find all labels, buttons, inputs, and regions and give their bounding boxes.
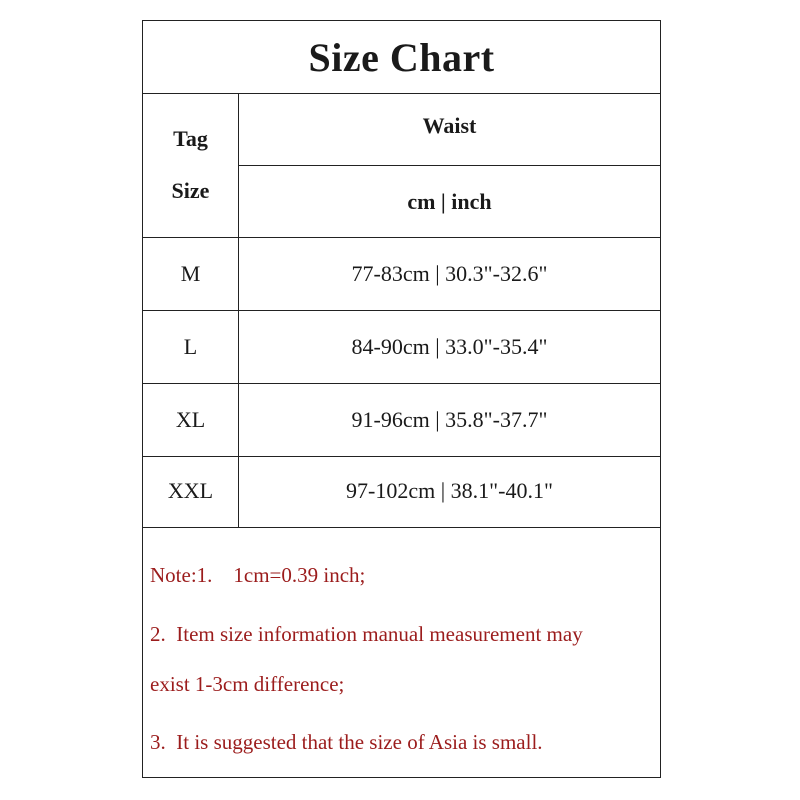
note-line: exist 1-3cm difference; <box>150 672 345 696</box>
size-cell: XXL <box>143 455 239 527</box>
waist-header: Waist <box>239 93 660 166</box>
note-line: Note:1. 1cm=0.39 inch; <box>150 563 366 587</box>
tag-header-line1: Tag <box>173 126 208 151</box>
table-row <box>143 311 660 384</box>
waist-cell: 97-102cm | 38.1"-40.1" <box>346 478 553 503</box>
table-row <box>143 455 660 528</box>
chart-title: Size Chart <box>143 21 660 94</box>
table-row <box>143 384 660 457</box>
tag-header-line2: Size <box>171 178 210 203</box>
notes-section <box>143 528 660 777</box>
size-chart-table <box>142 20 661 778</box>
waist-cell: 91-96cm | 35.8"-37.7" <box>351 407 548 432</box>
size-cell: L <box>143 311 239 383</box>
size-cell: M <box>143 238 239 310</box>
note-line: 3. It is suggested that the size of Asia is small. <box>150 730 543 754</box>
table-row <box>143 238 660 311</box>
units-header: cm | inch <box>239 166 660 238</box>
waist-cell: 84-90cm | 33.0"-35.4" <box>351 334 548 359</box>
note-line: 2. Item size information manual measurement may <box>150 622 583 646</box>
waist-cell: 77-83cm | 30.3"-32.6" <box>351 261 548 286</box>
tag-size-header <box>143 93 239 238</box>
size-cell: XL <box>143 384 239 456</box>
